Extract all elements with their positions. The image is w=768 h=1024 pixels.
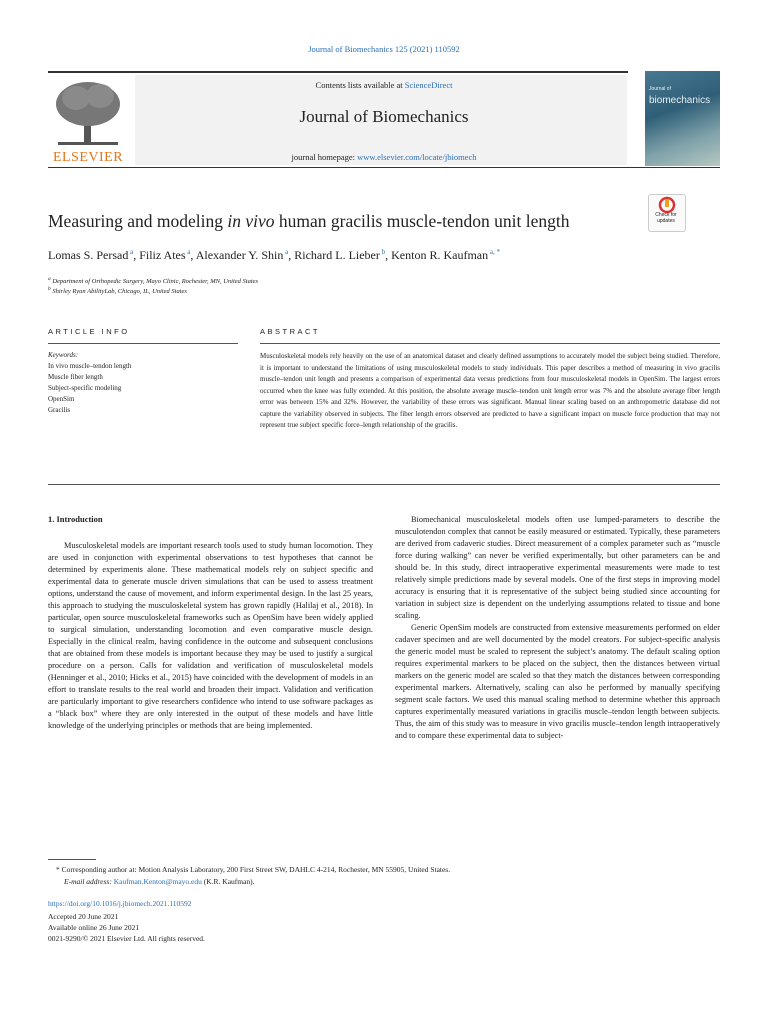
paragraph: Musculoskeletal models are important research tools used to study human locomotion. They are used in conjunction with experimental observations to test hypotheses that cannot be determined by experiments alone. These mathematical models rely on subject specific and experimental data to generate muscle driven simulations that can be used to assess treatment options, understand the cause of movement, and inform experimental design. In the last 25 years, this approach to studying the musculoskeletal system has grown rapidly (Halilaj et al., 2018). In particular, open source musculoskeletal frameworks such as OpenSim have been widely applied to surgical simulation, understanding locomotion and even comparative muscle design. Especially in the clinical realm, having confidence in the outcome and subsequent conclusions that are obtained from these models is important because they may be used to justify a surgical procedure on a person. Calls for validation and verification of musculoskeletal models (Henninger et al., 2010; Hicks et al., 2015) have coincided with the development of models in an effort to translate results to the real world and broaden their impact. Validation and verification are particularly important to give researchers confidence who intend to use software packages as a “black box” where they are only interested in the output of these models and have little knowledge of the underlying principles or methods that are being implemented. bbox=[48, 541, 373, 730]
check-updates-icon bbox=[649, 195, 685, 213]
check-updates-label: Check for updates bbox=[655, 212, 677, 224]
email-suffix: (K.R. Kaufman). bbox=[201, 877, 255, 886]
section-heading: 1. Introduction bbox=[48, 514, 103, 524]
keywords-title: Keywords: bbox=[48, 351, 79, 359]
author[interactable]: Richard L. Lieber $^b$ bbox=[294, 248, 386, 262]
info-rule bbox=[48, 343, 238, 344]
affiliation: $^b$ Shirley Ryan AbilityLab, Chicago, IL, United States bbox=[48, 286, 187, 296]
abstract-heading: ABSTRACT bbox=[260, 327, 321, 336]
author-list: Lomas S. Persad $^a$, Filiz Ates $^a$, Alexander Y. Shin $^a$, Richard L. Lieber $^b$, Kenton R. Kaufman $^{a, *}$ bbox=[48, 248, 500, 262]
cover-title: biomechanics bbox=[649, 95, 711, 106]
article-title bbox=[48, 211, 570, 232]
left-column bbox=[48, 540, 373, 732]
homepage-prefix: journal homepage: bbox=[291, 152, 358, 162]
email-line bbox=[64, 877, 255, 886]
author[interactable]: Lomas S. Persad $^a$ bbox=[48, 248, 134, 262]
title-part1: Measuring and modeling bbox=[48, 211, 228, 231]
contents-prefix: Contents lists available at bbox=[315, 80, 405, 90]
right-column bbox=[395, 514, 720, 742]
available-date: Available online 26 June 2021 bbox=[48, 923, 140, 932]
article-info-heading: ARTICLE INFO bbox=[48, 327, 130, 336]
email-label: E-mail address: bbox=[64, 877, 114, 886]
abstract-rule bbox=[260, 343, 720, 344]
author[interactable]: Kenton R. Kaufman $^{a, *}$ bbox=[391, 248, 500, 262]
homepage-link[interactable]: www.elsevier.com/locate/jbiomech bbox=[357, 152, 477, 162]
keyword: Gracilis bbox=[48, 406, 71, 414]
email-link[interactable]: Kaufman.Kenton@mayo.edu bbox=[113, 877, 202, 886]
doi-link[interactable]: https://doi.org/10.1016/j.jbiomech.2021.110592 bbox=[48, 899, 192, 908]
accepted-date: Accepted 20 June 2021 bbox=[48, 912, 119, 921]
corresponding-author: * Corresponding author at: Motion Analysis Laboratory, 200 First Street SW, DAHLC 4-214, Rochester, MN 55905, United States. bbox=[56, 865, 451, 874]
abstract-bottom-rule bbox=[48, 484, 720, 485]
author[interactable]: Alexander Y. Shin $^a$ bbox=[195, 248, 289, 262]
title-italic: in vivo bbox=[227, 211, 275, 231]
footnote-rule bbox=[48, 859, 96, 860]
publisher-name: ELSEVIER bbox=[52, 150, 124, 165]
copyright: 0021-9290/© 2021 Elsevier Ltd. All rights reserved. bbox=[48, 934, 205, 943]
paragraph: Biomechanical musculoskeletal models often use lumped-parameters to describe the musculotendon complex that cannot be easily measured or estimated. Typically, these parameters are derived from cadaveric studies. Direct measurement of a complex parameter such as “muscle force during walking” can never be verified experimentally, but other parameters can be and should be. In this study, direct intraoperative experimental measurements were made to test relatively simple predictions made by several models. One of the first steps in improving model accuracy is ensuring that it is representative of the subject being studied since accounting for variation in subject size is dependent on the underlying assumptions related to tissue and bone scaling. bbox=[395, 515, 720, 620]
keyword: In vivo muscle–tendon length bbox=[48, 362, 132, 370]
header-rule bbox=[48, 71, 628, 73]
author[interactable]: Filiz Ates $^a$ bbox=[139, 248, 191, 262]
journal-title: Journal of Biomechanics bbox=[299, 107, 469, 126]
journal-citation[interactable]: Journal of Biomechanics 125 (2021) 110592 bbox=[308, 44, 460, 54]
paragraph: Generic OpenSim models are constructed from extensive measurements performed on elder cadaver specimen and are well documented by the model creators. For subject-specific analysis the generic model must be scaled to represent the subject’s anatomy. The default scaling option requires experimental markers to be placed on the subject, then the distances between virtual markers on the generic model are scaled so that they match the distances between corresponding experimental markers. Alternatively, scaling can also be performed by manually specifying segment scale factors. We used this manual scaling method to determine whether this approach captures experimentally measured variations in gracilis muscle–tendon length between subjects. Thus, the aim of this study was to measure in vivo gracilis muscle–tendon length intraoperatively and to compare these experimental data to subject- bbox=[395, 623, 720, 740]
keyword: OpenSim bbox=[48, 395, 75, 403]
keyword: Subject-specific modeling bbox=[48, 384, 122, 392]
sciencedirect-link[interactable]: ScienceDirect bbox=[404, 80, 453, 90]
abstract-text: Musculoskeletal models rely heavily on the use of an anatomical dataset and clearly defined assumptions to accurately model the subject being studied. Therefore, it is important to understand the limitations of using musculoskeletal models to study individuals. This paper describes a method of measuring in vivo gracilis muscle–tendon unit length and presents a comparison of experimental data versus predictions from four musculoskeletal models in OpenSim. The largest errors occurred when the knee was fully extended. At this position, the absolute average muscle–tendon unit length error was 7% and the absolute average fiber length error was between 15% and 32%. However, the variability of these errors was significant. Manual linear scaling based on an anthropometric database did not capture the variability observed in subjects. The fiber length errors observed are predicted to have a significant impact on muscle force production that may not represent true subject specific force–length relationship of the gracilis. bbox=[260, 352, 720, 429]
cover-small-text: Journal of bbox=[649, 86, 671, 92]
header-rule-bottom bbox=[48, 167, 720, 168]
keyword: Muscle fiber length bbox=[48, 373, 103, 381]
title-part2: human gracilis muscle-tendon unit length bbox=[274, 211, 570, 231]
affiliation: $^a$ Department of Orthopedic Surgery, Mayo Clinic, Rochester, MN, United States bbox=[48, 276, 259, 286]
